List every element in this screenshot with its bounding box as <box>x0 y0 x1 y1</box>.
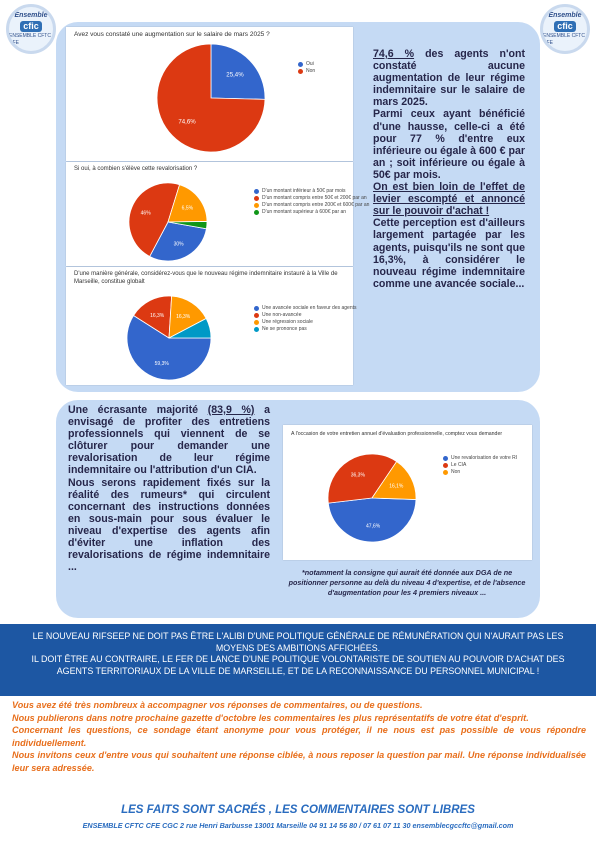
legend-label: Une avancée sociale en faveur des agents <box>262 305 357 311</box>
majority-percentage: (83,9 %) <box>207 404 255 416</box>
legend-entry <box>443 462 517 469</box>
chart-legend <box>443 455 517 476</box>
legend-label: D'un montant compris entre 50€ et 200€ par an <box>262 195 367 201</box>
legend-label: Oui <box>306 61 314 67</box>
pie-slice-label: 16,3% <box>176 314 191 321</box>
chart-title: A l'occasion de votre entretien annuel d'évaluation professionnelle, comptez vous demander <box>291 431 503 437</box>
chart-legend <box>254 188 370 216</box>
legend-label: Une non-avancée <box>262 312 302 318</box>
legend-label: D'un montant inférieur à 50€ par mois <box>262 188 346 194</box>
legend-label: Une revalorisation de votre RI <box>451 455 518 461</box>
paragraph-2: Parmi ceux ayant bénéficié d'une hausse, celle-ci a été pour 77 % d'entre eux inférieure ou égale à 600 € par an ; soit inférieure ou égale à 50€ par mois. <box>373 108 525 181</box>
chart-legend <box>298 61 315 75</box>
chart-card-revalorisation-amount <box>66 162 370 266</box>
pie-chart-new-regime-opinion <box>126 295 212 381</box>
pie-slice-label: 16,3% <box>150 312 165 319</box>
pie-slice-1 <box>328 498 416 542</box>
legend-swatch <box>443 463 448 468</box>
legend-label: Une régression sociale <box>262 319 313 325</box>
legend-entry <box>254 312 357 319</box>
legend-entry <box>443 455 517 462</box>
pie-chart-revalorisation-amount <box>128 182 208 262</box>
legend-entry <box>254 209 349 216</box>
pie-slice-label: 25,4% <box>226 71 244 79</box>
banner-line-1: LE NOUVEAU RIFSEEP NE DOIT PAS ÊTRE L'ALIBI D'UNE POLITIQUE GÉNÉRALE DE RÉMUNÉRATION QUI N'AURAIT PAS LES MOYENS DES AMBITIONS AFFICHÉES. <box>32 631 564 653</box>
legend-label: D'un montant supérieur à 600€ par an <box>262 209 347 215</box>
legend-label: Ne se prononce pas <box>262 326 307 332</box>
pie-slice-label: 6,5% <box>181 205 194 212</box>
notice-paragraph-2: Nous publierons dans notre prochaine gazette d'octobre les commentaires les plus représentatifs de votre état d'esprit. <box>12 712 529 723</box>
legend-entry <box>254 326 357 333</box>
legend-entry <box>254 305 357 312</box>
notice-paragraph-1: Vous avez été très nombreux à accompagner vos réponses de commentaires, ou de questions. <box>12 700 423 710</box>
ensemble-logo-left <box>6 4 56 54</box>
logo-bottom-text: ENSEMBLE CFTC CFE <box>543 33 585 46</box>
logo-top-text: Ensemble <box>14 12 48 19</box>
legend-label: D'un montant compris entre 200€ et 600€ par an <box>262 202 370 208</box>
banner-line-2: IL DOIT ÊTRE AU CONTRAIRE, LE FER DE LANCE D'UNE POLITIQUE VOLONTARISTE DE SOUTIEN AU POUVOIR D'ACHAT DES AGENTS TERRITORIAUX DE LA VILLE DE MARSEILLE, ET DE LA RECONNAISSANCE DU PERSONNEL MUNICIPAL ! <box>31 654 565 676</box>
professional-review-text <box>68 404 270 573</box>
legend-entry <box>443 469 517 476</box>
legend-swatch <box>254 327 259 332</box>
statement-banner <box>0 624 596 696</box>
logo-bottom-text: ENSEMBLE CFTC CFE <box>9 33 51 46</box>
paragraph-1-end: a envisagé de profiter des entretiens professionnels qui viennent de se clôturer pour demander une revalorisation de leur régime indemnitaire ou l'attribution d'un CIA. <box>68 404 271 477</box>
slogan: LES FAITS SONT SACRÉS , LES COMMENTAIRES SONT LIBRES <box>121 804 475 816</box>
legend-swatch <box>254 189 259 194</box>
pie-chart-salary-increase <box>156 43 266 153</box>
chart-title: Si oui, à combien s'élève cette revalorisation ? <box>74 166 198 172</box>
pie-slice-label: 47,6% <box>366 523 381 530</box>
legend-swatch <box>254 320 259 325</box>
paragraph-1: des agents n'ont constaté aucune augmentation de leur régime indemnitaire sur le salaire de mars 2025. <box>373 48 525 109</box>
logo-top-text: Ensemble <box>548 12 582 19</box>
legend-label: Non <box>451 469 461 475</box>
paragraph-3: On est bien loin de l'effet de levier escompté et annoncé sur le pouvoir d'achat ! <box>373 181 525 218</box>
pie-slice-label: 30% <box>173 241 184 248</box>
legend-swatch <box>298 62 303 67</box>
comments-notice <box>12 699 586 775</box>
notice-paragraph-4: Nous invitons ceux d'entre vous qui souhaitent une réponse ciblée, à nous reposer la question par mail. Une réponse individualisée leur sera adressée. <box>12 750 586 773</box>
legend-swatch <box>254 196 259 201</box>
footnote: *notamment la consigne qui aurait été donnée aux DGA de ne positionner personne au delà du niveau 4 d'expertise, et de l'absence d'augmentation pour les 4 premiers niveaux ... <box>288 568 526 598</box>
pie-slice-label: 74,6% <box>178 118 196 126</box>
legend-swatch <box>443 470 448 475</box>
logo-mid-text: cfic <box>20 21 42 32</box>
legend-swatch <box>443 456 448 461</box>
notice-paragraph-3: Concernant les questions, ce sondage étant anonyme pour vous protéger, il ne nous est pas possible de vous répondre individuellement. <box>12 725 586 748</box>
chart-card-annual-review-request <box>283 425 532 560</box>
legend-entry <box>254 188 349 195</box>
chart-title: D'une manière générale, considérez-vous que le nouveau régime indemnitaire instauré à la Ville de Marseille, constitue globalt <box>74 271 338 285</box>
legend-swatch <box>254 203 259 208</box>
chart-card-new-regime-opinion <box>66 267 357 385</box>
legend-entry <box>298 61 315 68</box>
legend-entry <box>298 68 315 75</box>
ensemble-logo-right <box>540 4 590 54</box>
legend-entry <box>254 319 357 326</box>
legend-swatch <box>254 306 259 311</box>
chart-card-salary-increase <box>66 27 353 161</box>
pie-slice-label: 36,3% <box>350 472 365 479</box>
legend-swatch <box>254 210 259 215</box>
chart-legend <box>254 305 357 333</box>
legend-entry <box>254 195 367 202</box>
legend-label: Le CIA <box>451 462 467 468</box>
percentage-no-increase: 74,6 % <box>373 48 415 60</box>
paragraph-2: Nous serons rapidement fixés sur la réalité des rumeurs* qui circulent concernant des instructions données en sous-main pour sous évaluer le niveau d'expertise des agents afin d'éviter une inflation des revalorisations de régime indemnitaire ... <box>68 476 270 574</box>
contact-address: ENSEMBLE CFTC CFE CGC 2 rue Henri Barbusse 13001 Marseille 04 91 14 56 80 / 07 61 07 11 30 ensemblecgccftc@gmail.com <box>82 821 514 830</box>
legend-swatch <box>298 69 303 74</box>
survey-analysis-text <box>373 48 525 290</box>
paragraph-4: Cette perception est d'ailleurs largement partagée par les agents, puisqu'ils ne sont que 16,3%, à considérer le nouveau régime indemnitaire comme une avancée sociale... <box>373 217 525 290</box>
chart-title: Avez vous constaté une augmentation sur le salaire de mars 2025 ? <box>74 31 270 38</box>
pie-slice-label: 59,3% <box>154 361 169 368</box>
pie-chart-annual-review-request <box>327 453 417 543</box>
pie-slice-label: 16,1% <box>389 483 404 490</box>
legend-entry <box>254 202 370 209</box>
legend-swatch <box>254 313 259 318</box>
pie-slice-label: 46% <box>140 210 151 217</box>
logo-mid-text: cfic <box>554 21 576 32</box>
paragraph-1-start: Une écrasante majorité <box>68 404 208 416</box>
legend-label: Non <box>306 68 316 74</box>
